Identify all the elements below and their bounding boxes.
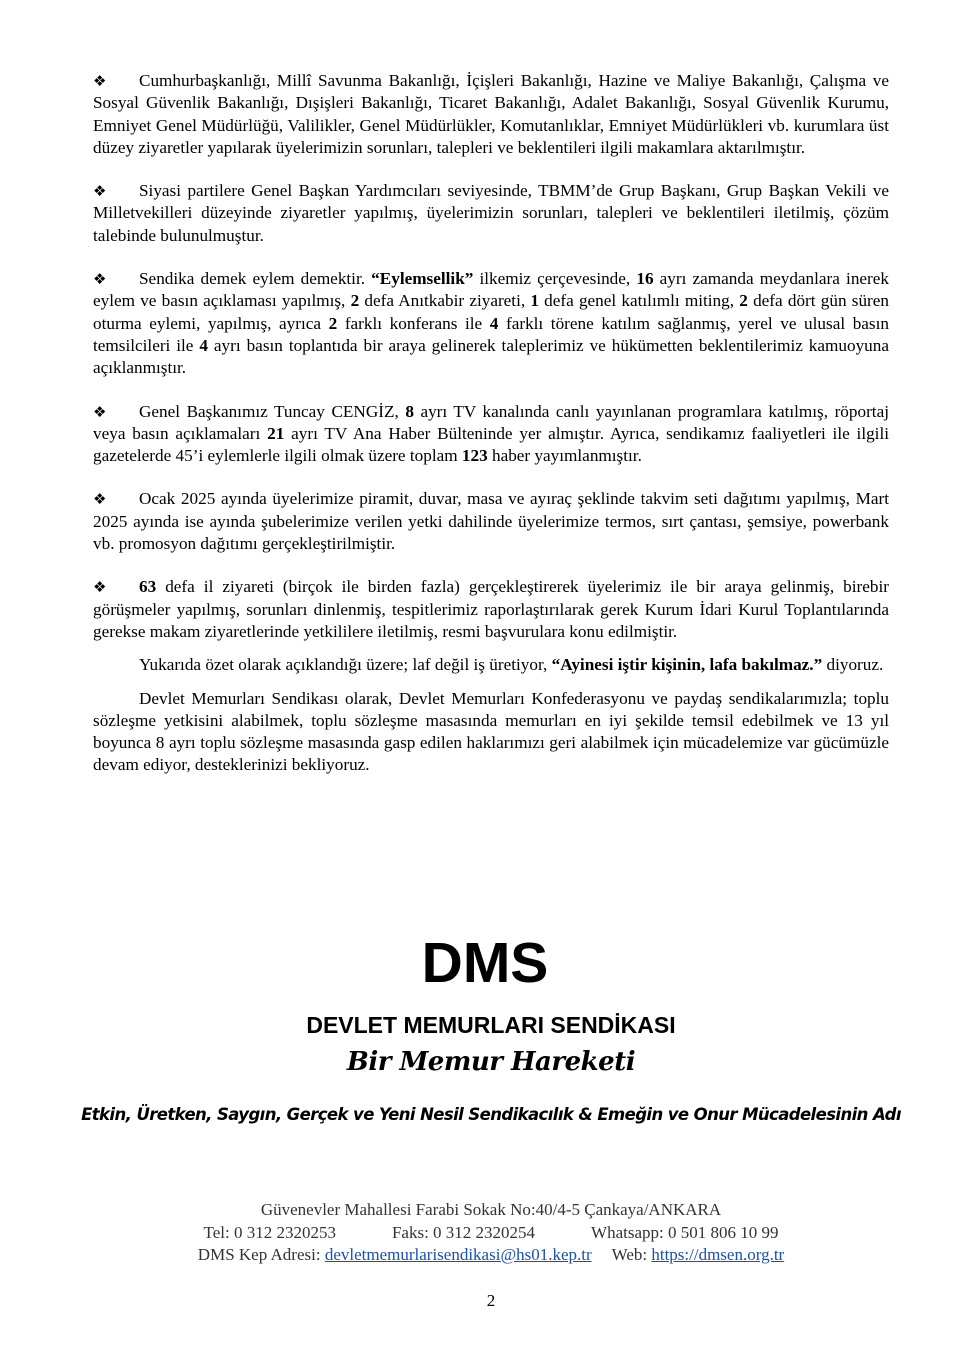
website-link[interactable]: https://dmsen.org.tr [651,1245,785,1264]
bullet-diamond-icon: ❖ [93,72,107,90]
brand-name: DEVLET MEMURLARI SENDİKASI [306,1012,676,1038]
bullet-emphasis: 8 [405,401,414,421]
bullet-text: Genel Başkanımız Tuncay CENGİZ, [139,401,406,421]
bullet-text: ayrı basın toplantıda bir araya gelinerek taleplerimiz ve hükümetten beklentilerimiz kamuoyuna açıklanmıştır. [93,335,889,378]
footer-phones [0,1222,970,1245]
summary-text: Yukarıda özet olarak açıklandığı üzere; laf değil iş üretiyor, [139,655,552,675]
bullet-text: Cumhurbaşkanlığı, Millî Savunma Bakanlığı, İçişleri Bakanlığı, Hazine ve Maliye Bakanlığı, Çalışma ve Sosyal Güvenlik Bakanlığı, Dışişleri Bakanlığı, Ticaret Bakanlığı, Adalet Bakanlığı, Sosyal Güvenlik Kurumu, Emniyet Genel Müdürlüğü, Valilikler, Genel Müdürlükler, Komutanlıklar, Emniyet Müdürlükleri vb. kurumlara üst düzey ziyaretler yapılarak üyelerimizin sorunları, talepleri ve beklentileri ilgili makamlara aktarılmıştır. [93,71,889,157]
bullet-text: ayrı zamanda meydanlara inerek eylem ve basın açıklaması yapılmış, [93,269,889,311]
bullet-emphasis: 21 [267,423,285,443]
bullet-text: ayrı TV kanalında canlı yayınlanan programlara katılmış, röportaj veya basın açıklamaları [93,401,889,443]
footer-whatsapp: Whatsapp: 0 501 806 10 99 [591,1222,779,1242]
bullet-emphasis: 123 [461,446,488,466]
bullet-text: defa dört gün süren oturma eylemi, yapılmış, ayrıca [93,291,889,333]
bullet-diamond-icon: ❖ [93,182,107,201]
bullet-emphasis: 2 [328,313,338,333]
bullet-diamond-icon: ❖ [93,270,107,289]
summary-quote: “Ayinesi iştir kişinin, lafa bakılmaz.” [551,655,823,675]
bullet-text: defa genel katılımlı miting, [538,291,740,311]
footer-kep-label: DMS Kep Adresi: [197,1245,325,1264]
bullet-text: farklı törene katılım sağlanmış, yerel ve ulusal basın temsilcileri ile [93,313,889,355]
bullet-emphasis: 2 [739,291,748,311]
bullet-diamond-icon: ❖ [93,402,107,421]
bullet-emphasis: 4 [199,335,208,355]
footer-web-label: Web: [611,1245,652,1264]
bullet-text: farklı konferans ile [337,313,490,333]
bullet-text: ayrı TV Ana Haber Bülteninde yer almıştır. Ayrıca, sendikamız faaliyetleri ile ilgili gazetelerde 45’i eylemlerle ilgili olmak üzere toplam [93,423,890,466]
brand-motto: Bir Memur Hareketi [346,1047,636,1077]
bullet-emphasis: 2 [350,291,360,311]
bullet-emphasis: 4 [489,313,499,333]
closing-paragraph: Devlet Memurları Sendikası olarak, Devlet Memurları Konfederasyonu ve paydaş sendikalarımızla; toplu sözleşme yetkisini alabilmek, toplu sözleşme masasında memurları en iyi şekilde temsil edebilmek ve 13 yıl boyunca 8 ayrı toplu sözleşme masasında gasp edilen haklarımızı geri alabilmek için mücadelemize var gücümüzle devam ediyor, desteklerinizi bekliyoruz. [93,688,889,775]
bullet-item-visits [93,576,889,643]
bullet-emphasis: “Eylemsellik” [371,269,474,289]
bullet-text: ilkemiz çerçevesinde, [473,269,637,289]
kep-email-link[interactable]: devletmemurlarisendikasi@hs01.kep.tr [324,1245,592,1264]
bullet-diamond-icon: ❖ [93,490,107,509]
footer-fax: Faks: 0 312 2320254 [391,1222,536,1242]
footer-address: Güvenevler Mahallesi Farabi Sokak No:40/4-5 Çankaya/ANKARA [260,1200,722,1219]
bullet-emphasis: 16 [636,269,654,289]
bullet-text: Ocak 2025 ayında üyelerimize piramit, duvar, masa ve ayıraç şeklinde takvim seti dağıtımı yapılmış, Mart 2025 ayında ise ayında şubelerimize verilen yetki dahilinde üyelerimize termos, sırt çantası, şemsiye, powerbank vb. promosyon dağıtımı gerçekleştirilmiştir. [93,489,889,554]
bullet-item-ministries [93,70,889,159]
bullet-text: defa Anıtkabir ziyareti, [359,291,531,311]
summary-paragraph [93,654,889,676]
bullet-text: Siyasi partilere Genel Başkan Yardımcıları seviyesinde, TBMM’de Grup Başkanı, Grup Başkan Vekili ve Milletvekilleri düzeyinde ziyaretler yapılmış, üyelerimizin sorunları, talepleri ve beklentileri iletilmiş, çözüm talebinde bulunulmuştur. [93,181,889,245]
bullet-text: defa il ziyareti (birçok ile birden fazla) gerçekleştirerek üyelerimiz ile bir araya gelinmiş, birebir görüşmeler yapılmış, sorunları dinlenmiş, tespitlerimiz raporlaştırılarak gerek Kurum İdari Kurul Toplantılarında gerekse makam ziyaretlerinde yetkililere iletilmiş, resmi başvurulara konu edilmiştir. [93,577,889,641]
bullet-item-political-parties [93,180,889,247]
bullet-item-actions [93,268,889,379]
bullet-diamond-icon: ❖ [93,578,107,597]
bullet-emphasis: 63 [139,577,157,597]
document-body [93,70,889,788]
footer-links [0,1244,970,1267]
bullet-text: Sendika demek eylem demektir. [139,269,372,289]
bullet-item-promotions [93,488,889,555]
brand-acronym: DMS [421,931,549,995]
bullet-emphasis: 1 [530,291,539,311]
bullet-item-media [93,401,889,468]
footer-tel: Tel: 0 312 2320253 [203,1222,336,1242]
summary-text: diyoruz. [822,655,884,675]
brand-slogan: Etkin, Üretken, Saygın, Gerçek ve Yeni Nesil Sendikacılık & Emeğin ve Onur Mücadelesinin Adı [81,1105,901,1124]
page-number: 2 [486,1291,496,1310]
bullet-text: haber yayımlanmıştır. [487,446,642,466]
contact-footer [0,1199,970,1267]
